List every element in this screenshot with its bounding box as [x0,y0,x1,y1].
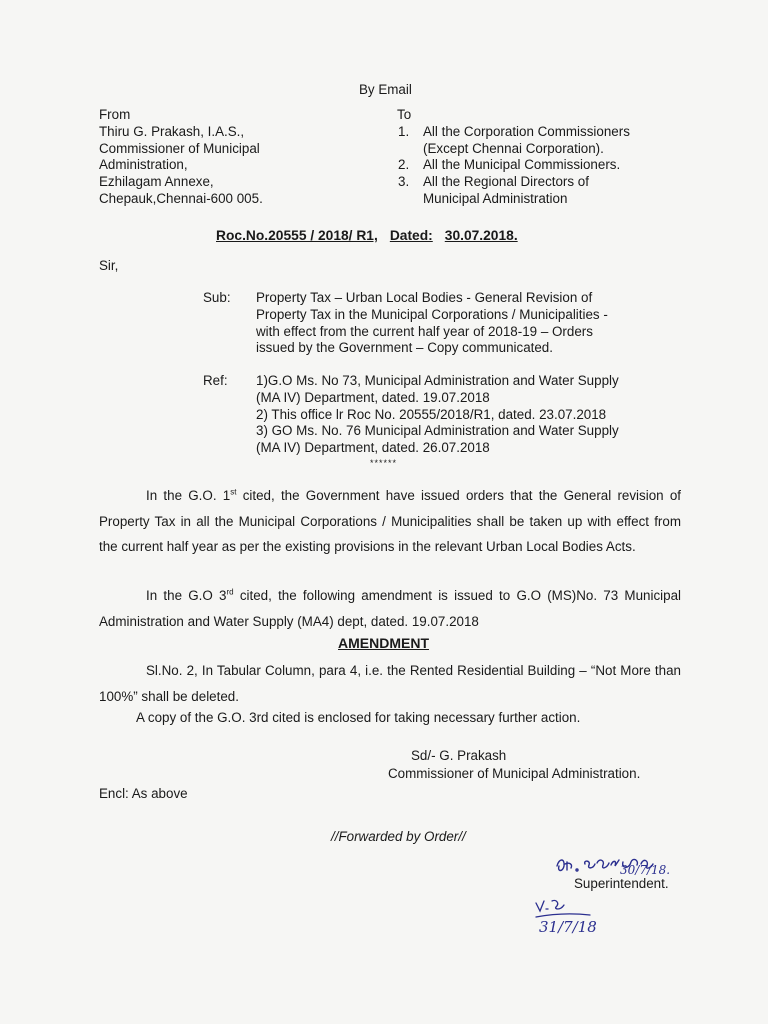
from-line: Chepauk,Chennai-600 005. [99,190,263,206]
body-paragraph-1 [99,483,681,560]
reference-line: 2) This office lr Roc No. 20555/2018/R1, dated. 23.07.2018 [256,406,607,422]
from-line: Ezhilagam Annexe, [99,174,214,189]
superintendent-title: Superintendent. [574,876,669,891]
roc-number: Roc.No.20555 / 2018/ R1, [216,228,378,243]
recipient-number: 3. [398,174,410,189]
body-paragraph-4: A copy of the G.O. 3rd cited is enclosed for taking necessary further action. [136,710,581,725]
reference-list [256,373,676,457]
subject-label: Sub: [203,290,231,305]
recipient-line: All the Corporation Commissioners [423,123,630,139]
reference-line: (MA IV) Department, dated. 26.07.2018 [256,440,490,455]
recipient-item [397,174,630,208]
subject-text [256,290,656,357]
recipient-number: 2. [398,157,410,173]
salutation: Sir, [99,258,119,273]
body-paragraph-2 [99,583,681,634]
reference-separator: ****** [370,458,398,468]
handwritten-date: 30/7/18. [620,863,671,877]
recipient-line: Municipal Administration [423,190,568,206]
enclosure-note: Encl: As above [99,786,188,801]
from-address-block [99,107,263,208]
forwarded-by-order: //Forwarded by Order// [331,829,466,844]
recipient-number: 1. [398,123,410,139]
paragraph-text: In the G.O. 1 [146,488,231,503]
subject-line: issued by the Government – Copy communicated. [256,340,553,356]
letter-date: 30.07.2018. [444,228,518,243]
subject-line: Property Tax – Urban Local Bodies - General Revision of [256,290,593,305]
recipient-line: (Except Chennai Corporation). [423,140,604,156]
from-line: Commissioner of Municipal [99,140,260,156]
subject-line: with effect from the current half year of 2018-19 – Orders [256,323,593,339]
recipient-item [397,157,630,174]
to-label: To [397,107,412,122]
dated-label: Dated: [389,228,433,243]
from-line: Administration, [99,157,188,173]
from-label: From [99,107,131,122]
reference-number-line [216,227,518,244]
subject-line: Property Tax in the Municipal Corporations / Municipalities - [256,306,608,322]
paragraph-text: In the G.O 3 [146,588,227,603]
paragraph-text: cited, the following amendment is issued to G.O (MS)No. 73 Municipal Administration and Water Supply (MA4) dept, dated. 19.07.2018 [99,588,681,629]
signatory-name: Sd/- G. Prakash [411,748,507,763]
reference-line: (MA IV) Department, dated. 19.07.2018 [256,389,490,405]
recipient-line: All the Regional Directors of [423,174,589,189]
paragraph-text: Sl.No. 2, In Tabular Column, para 4, i.e. the Rented Residential Building – “Not More than 100%” shall be deleted. [99,663,681,704]
recipient-item [397,124,630,158]
reference-line: 1)G.O Ms. No 73, Municipal Administration and Water Supply [256,373,619,388]
recipient-line: All the Municipal Commissioners. [423,157,621,173]
recipient-list [397,124,630,208]
to-address-block [397,107,630,208]
body-paragraph-3 [99,658,681,709]
signatory-title: Commissioner of Municipal Administration. [388,766,641,781]
from-line: Thiru G. Prakash, I.A.S., [99,123,245,139]
ordinal-suffix: st [230,487,237,497]
handwritten-date: 31/7/18 [539,918,597,936]
reference-label: Ref: [203,373,228,388]
paragraph-text: cited, the Government have issued orders that the General revision of Property Tax in all the Municipal Corporations / Municipalities shall be taken up with effect from the current half year as per the existing provisions in the relevant Urban Local Bodies Acts. [99,488,682,554]
by-email-label: By Email [359,82,412,97]
reference-line: 3) GO Ms. No. 76 Municipal Administration and Water Supply [256,423,619,439]
amendment-heading: AMENDMENT [338,635,429,651]
ordinal-suffix: rd [226,587,234,597]
